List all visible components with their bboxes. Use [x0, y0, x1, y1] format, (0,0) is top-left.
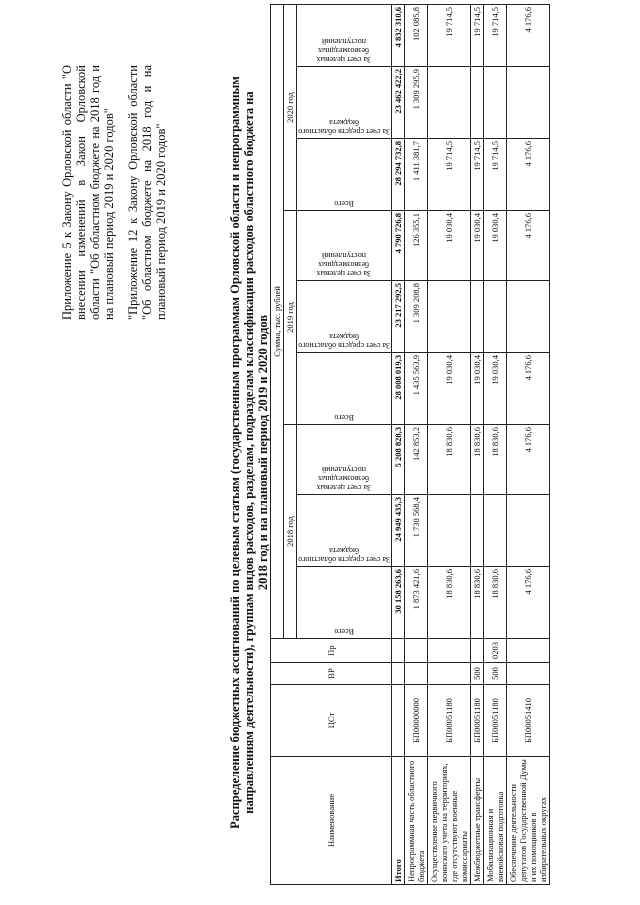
row-value: 19 030,4 — [428, 353, 471, 425]
row-value: 102 085,8 — [405, 4, 428, 66]
title-line-3: 2018 год и на плановый период 2019 и 2020 годов — [256, 314, 270, 591]
row-value: 5 208 828,3 — [392, 425, 405, 495]
row-value: 19 030,4 — [471, 211, 484, 281]
row-value: 18 830,6 — [484, 425, 507, 495]
row-value: 24 949 435,3 — [392, 495, 405, 567]
row-value: 19 030,4 — [484, 353, 507, 425]
row-pr — [405, 639, 428, 663]
header-units: Сумма, тыс. рублей — [271, 4, 284, 638]
row-cst: БП00051180 — [428, 685, 471, 757]
row-value: 19 714,5 — [428, 4, 471, 66]
header-2018-targeted: За счет целевых безвозмездных поступлений — [297, 425, 392, 495]
row-vr: 500 — [471, 663, 484, 685]
row-value: 28 294 732,8 — [392, 139, 405, 211]
table-total-row — [392, 4, 405, 884]
row-value: 19 714,5 — [484, 139, 507, 211]
row-value: 19 030,4 — [428, 211, 471, 281]
row-vr — [507, 663, 550, 685]
row-cst: БП00051410 — [507, 685, 550, 757]
row-value: 30 158 263,6 — [392, 567, 405, 639]
row-vr: 500 — [484, 663, 507, 685]
header-year-2018: 2018 год — [284, 425, 297, 639]
header-year-2019: 2019 год — [284, 211, 297, 425]
document-title — [228, 20, 270, 885]
row-pr — [392, 639, 405, 663]
row-value — [484, 495, 507, 567]
row-value: 18 830,6 — [428, 567, 471, 639]
header-2019-targeted: За счет целевых безвозмездных поступлений — [297, 211, 392, 281]
row-value: 1 873 421,6 — [405, 567, 428, 639]
row-value — [484, 67, 507, 139]
row-name: Осуществление первичного воинского учета на территориях, где отсутствуют военные комиссариаты — [428, 757, 471, 885]
row-value: 28 008 019,3 — [392, 353, 405, 425]
row-value — [428, 495, 471, 567]
row-value — [471, 67, 484, 139]
row-value: 1 309 208,8 — [405, 281, 428, 353]
header-2018-total: Всего — [297, 567, 392, 639]
row-value: 19 714,5 — [471, 4, 484, 66]
row-value — [507, 67, 550, 139]
row-value: 4 176,6 — [507, 211, 550, 281]
header-name: Наименование — [271, 757, 392, 885]
table-row — [405, 4, 428, 884]
appendix-5-text: Приложение 5 к Закону Орловской области "О внесении изменений в Закон Орловской области "Об областном бюджете на 2018 год и на плановый период 2019 и 2020 годов" — [60, 65, 116, 320]
row-value: 1 435 563,9 — [405, 353, 428, 425]
row-value — [507, 281, 550, 353]
row-cst: БП00051180 — [484, 685, 507, 757]
header-2020-total: Всего — [297, 139, 392, 211]
table-row — [471, 4, 484, 884]
row-value: 4 176,6 — [507, 353, 550, 425]
appendix-12-text: "Приложение 12 к Закону Орловской области "Об областном бюджете на 2018 год и на плановый период 2019 и 2020 годов" — [126, 65, 168, 320]
row-value: 142 853,2 — [405, 425, 428, 495]
budget-table — [270, 4, 550, 885]
row-value: 19 030,4 — [471, 353, 484, 425]
row-value — [507, 495, 550, 567]
row-value — [471, 495, 484, 567]
row-pr — [507, 639, 550, 663]
row-value: 18 830,6 — [428, 425, 471, 495]
header-block — [60, 65, 178, 320]
row-name: Непрограммная часть областного бюджета — [405, 757, 428, 885]
row-pr — [471, 639, 484, 663]
row-value: 126 355,1 — [405, 211, 428, 281]
header-cst: ЦСт — [271, 685, 392, 757]
row-value: 1 730 568,4 — [405, 495, 428, 567]
row-value: 4 176,6 — [507, 139, 550, 211]
row-value: 4 176,6 — [507, 567, 550, 639]
row-value — [428, 281, 471, 353]
row-pr: 0203 — [484, 639, 507, 663]
row-value — [471, 281, 484, 353]
row-name: Обеспечение деятельности депутатов Государственной Думы и их помощников в избирательных округах — [507, 757, 550, 885]
row-vr — [428, 663, 471, 685]
header-2020-targeted: За счет целевых безвозмездных поступлений — [297, 4, 392, 66]
row-value: 19 714,5 — [471, 139, 484, 211]
row-name: Итого — [392, 757, 405, 885]
row-value: 23 462 422,2 — [392, 67, 405, 139]
row-value — [428, 67, 471, 139]
row-value — [484, 281, 507, 353]
row-cst: БП00051180 — [471, 685, 484, 757]
row-value: 4 790 726,8 — [392, 211, 405, 281]
row-vr — [405, 663, 428, 685]
header-vr: ВР — [271, 663, 392, 685]
table-row — [507, 4, 550, 884]
row-value: 19 030,4 — [484, 211, 507, 281]
row-cst — [392, 685, 405, 757]
title-line-2: направлениям деятельности), группам видов расходов, разделам, подразделам классификации расходов областного бюджета на — [242, 91, 256, 814]
row-value: 18 830,6 — [471, 567, 484, 639]
header-year-2020: 2020 год — [284, 4, 297, 210]
row-name: Межбюджетные трансферты — [471, 757, 484, 885]
row-value: 4 832 310,6 — [392, 4, 405, 66]
row-value: 19 714,5 — [484, 4, 507, 66]
row-value: 1 309 295,9 — [405, 67, 428, 139]
header-pr: Пр — [271, 639, 392, 663]
row-value: 4 176,6 — [507, 4, 550, 66]
header-2018-regional: За счет средств областного бюджета — [297, 495, 392, 567]
row-value: 23 217 292,5 — [392, 281, 405, 353]
table-row — [428, 4, 471, 884]
row-value: 4 176,6 — [507, 425, 550, 495]
row-pr — [428, 639, 471, 663]
row-cst: БП00000000 — [405, 685, 428, 757]
row-value: 18 830,6 — [471, 425, 484, 495]
title-line-1: Распределение бюджетных ассигнований по целевым статьям (государственным программам Орловской области и непрограммным — [228, 76, 242, 829]
header-2020-regional: За счет средств областного бюджета — [297, 67, 392, 139]
header-2019-total: Всего — [297, 353, 392, 425]
row-vr — [392, 663, 405, 685]
row-value: 19 714,5 — [428, 139, 471, 211]
row-name: Мобилизационная и вневойсковая подготовка — [484, 757, 507, 885]
table-row — [484, 4, 507, 884]
row-value: 18 830,6 — [484, 567, 507, 639]
header-2019-regional: За счет средств областного бюджета — [297, 281, 392, 353]
row-value: 1 411 381,7 — [405, 139, 428, 211]
